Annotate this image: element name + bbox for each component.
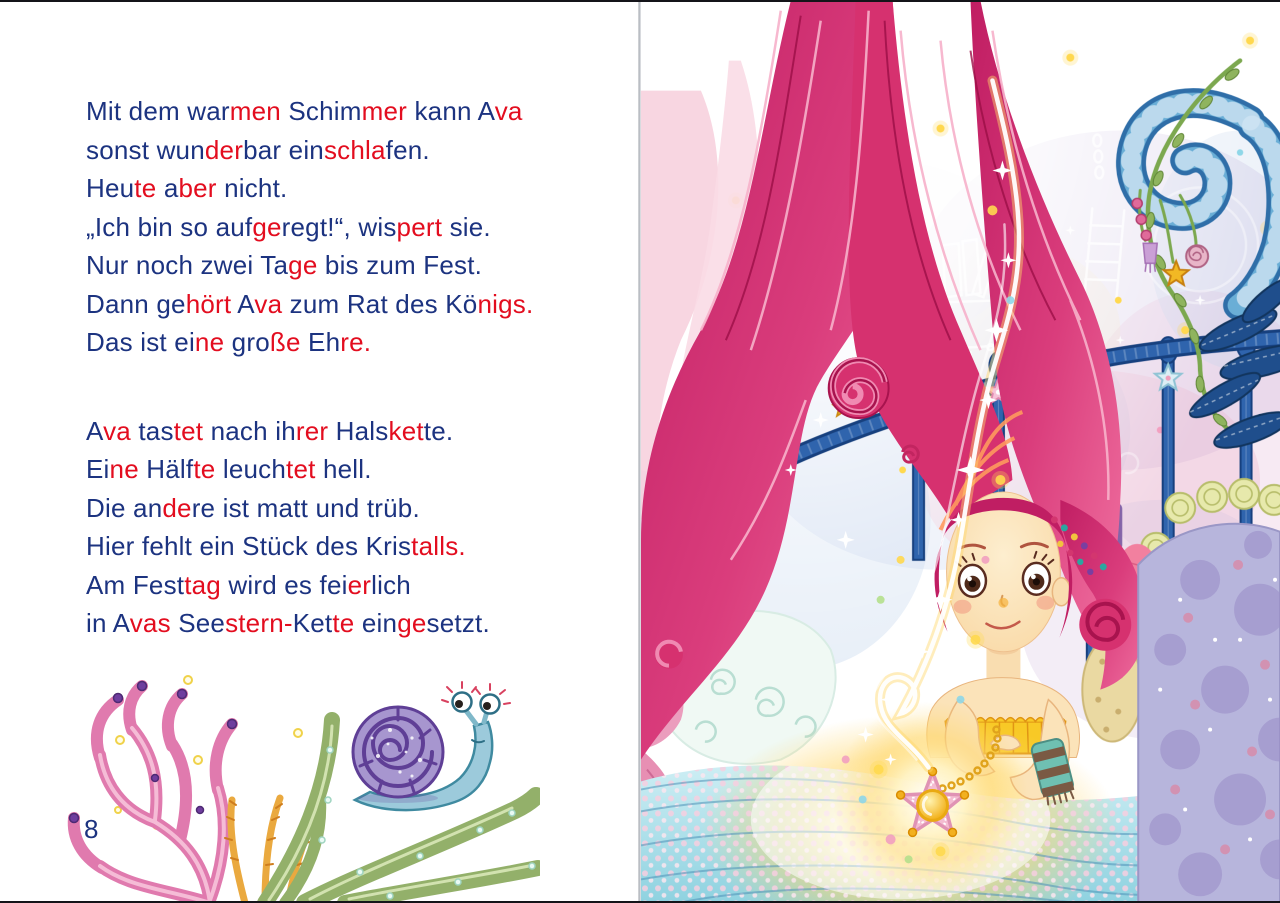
syllable: wird es fei: [220, 569, 348, 600]
paragraph: [86, 92, 606, 362]
text-line: [86, 566, 606, 605]
syllable: ge: [252, 211, 282, 242]
syllable: ket: [388, 415, 424, 446]
syllable: nigs.: [477, 288, 534, 319]
text-line: [86, 450, 606, 489]
syllable: A: [231, 288, 255, 319]
syllable: men: [229, 96, 281, 126]
syllable: tag: [184, 569, 221, 600]
syllable: Ket: [292, 608, 333, 638]
syllable: rer: [295, 415, 329, 446]
syllable: lich: [371, 569, 411, 600]
syllable: a: [156, 173, 179, 203]
syllable: leuch: [215, 454, 287, 484]
syllable: Hals: [328, 415, 389, 446]
mermaid-bedroom-illustration: [641, 0, 1280, 903]
syllable: te.: [423, 415, 454, 446]
syllable: hört: [185, 288, 232, 319]
syllable: hell.: [315, 454, 372, 484]
syllable: va: [254, 288, 283, 319]
syllable: A: [86, 415, 104, 446]
hair-curl: [829, 358, 889, 418]
text-line: [86, 489, 606, 528]
snail-eyes: [442, 682, 510, 714]
text-line: [86, 208, 606, 247]
lavender-polka-pillow: [1138, 524, 1280, 903]
text-line: [86, 527, 606, 566]
syllable: Eh: [300, 327, 341, 357]
syllable: fen.: [385, 134, 430, 165]
syllable: der: [204, 134, 244, 165]
text-line: [86, 604, 606, 643]
syllable: va: [103, 415, 131, 446]
syllable: ge: [397, 608, 427, 638]
paragraph: [86, 412, 606, 643]
syllable: mer: [361, 96, 408, 126]
blush-right: [1036, 596, 1054, 610]
syllable: Hälf: [138, 454, 194, 484]
syllable: Ei: [86, 454, 110, 484]
page-number: 8: [84, 814, 99, 844]
syllable: Die an: [86, 492, 163, 523]
syllable: nicht.: [216, 173, 288, 203]
syllable: Schim: [280, 96, 362, 126]
syllable: ne: [194, 327, 225, 357]
syllable: ber: [178, 173, 217, 203]
text-line: [86, 323, 606, 362]
syllable: pert: [396, 211, 443, 242]
syllable: Dann ge: [86, 288, 186, 319]
syllable: kann A: [407, 96, 495, 126]
text-line: [86, 92, 606, 131]
blush-left: [954, 600, 972, 614]
syllable: Hier fehlt ein Stück des Kris: [86, 531, 412, 561]
syllable: ge: [288, 250, 318, 280]
syllable: ein: [354, 608, 398, 638]
syllable: de: [162, 492, 192, 523]
right-page: [641, 0, 1280, 903]
pink-coral: [70, 682, 237, 903]
syllable: te: [332, 608, 355, 638]
syllable: gro: [224, 327, 270, 357]
syllable: tet: [286, 454, 316, 484]
text-line: [86, 169, 606, 208]
syllable: tet: [173, 415, 204, 446]
syllable: stern-: [225, 608, 293, 638]
text-line: [86, 246, 606, 285]
syllable: Nur noch zwei Ta: [86, 250, 289, 280]
text-line: [86, 412, 606, 451]
syllable: bar ein: [243, 134, 324, 165]
text-line: [86, 131, 606, 170]
syllable: „Ich bin so auf: [86, 211, 253, 242]
syllable: vas: [129, 608, 171, 638]
syllable: re.: [340, 327, 372, 357]
seafloor-illustration: [60, 660, 540, 903]
page-gutter: [638, 0, 641, 903]
snail: [353, 682, 510, 810]
syllable: ße: [269, 327, 301, 357]
text-line: [86, 285, 606, 324]
syllable: Mit dem war: [86, 96, 230, 126]
syllable: sonst wun: [86, 134, 205, 165]
syllable: Das ist ei: [86, 327, 195, 357]
syllable: tas: [130, 415, 174, 446]
syllable: ne: [109, 454, 139, 484]
syllable: bis zum Fest.: [317, 250, 483, 280]
syllable: zum Rat des Kö: [282, 288, 478, 319]
syllable: Heu: [86, 173, 135, 203]
syllable: er: [347, 569, 372, 600]
left-page: [0, 0, 638, 903]
syllable: setzt.: [426, 608, 490, 638]
syllable: See: [170, 608, 226, 638]
syllable: te: [134, 173, 157, 203]
syllable: schla: [323, 134, 386, 165]
syllable: re ist matt und trüb.: [191, 492, 420, 523]
syllable: va: [494, 96, 523, 126]
syllable: nach ih: [203, 415, 296, 446]
syllable: talls.: [411, 531, 466, 561]
ear: [1052, 578, 1070, 606]
tassel-charm: [1143, 243, 1157, 263]
page-top-edge: [0, 0, 1280, 2]
reading-text: [86, 92, 606, 643]
syllable: in A: [86, 608, 130, 638]
syllable: sie.: [442, 211, 491, 242]
syllable: te: [193, 454, 216, 484]
syllable: Am Fest: [86, 569, 185, 600]
syllable: regt!“, wis: [281, 211, 397, 242]
